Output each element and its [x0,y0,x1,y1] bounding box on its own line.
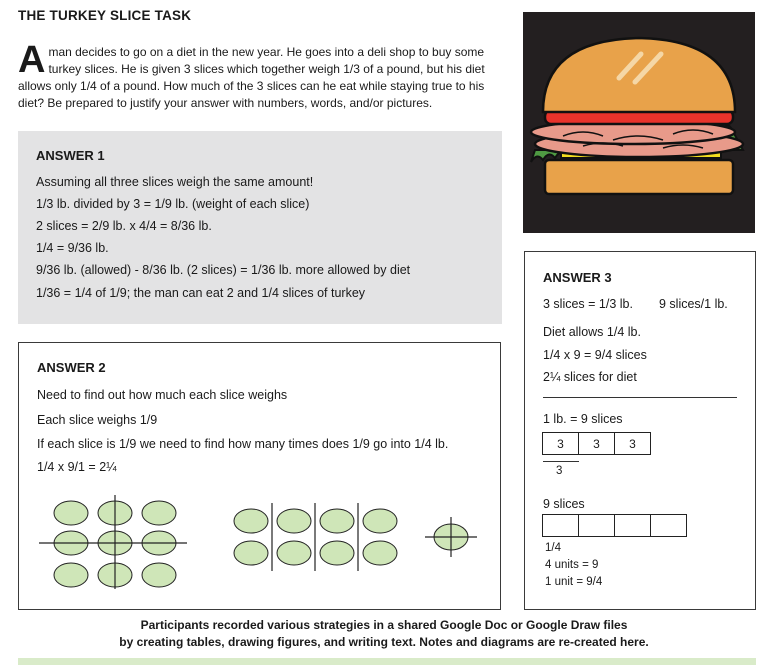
answer-3-label: 9 slices [543,497,585,511]
answer-2-panel [18,342,501,610]
answer-2-line: If each slice is 1/9 we need to find how many times does 1/9 go into 1/4 lb. [37,437,449,451]
answer-1-line: 1/4 = 9/36 lb. [36,241,109,255]
intro-paragraph [18,39,502,112]
answer-2-heading: ANSWER 2 [37,360,106,375]
answer-2-line: Need to find out how much each slice weighs [37,388,288,402]
slice-grid-3x3-diagram [37,493,209,591]
quarter-box [542,514,579,537]
answer-3-panel [524,251,756,610]
answer-3-line: 1/4 x 9 = 9/4 slices [543,348,647,362]
fraction-denominator: 3 [556,465,563,477]
answer-1-line: 1/3 lb. divided by 3 = 1/9 lb. (weight of each slice) [36,197,310,211]
answer-1-line: 9/36 lb. (allowed) - 8/36 lb. (2 slices) = 1/36 lb. more allowed by diet [36,263,411,277]
third-box: 3 [614,432,651,455]
drop-cap: A [18,39,46,81]
answer-1-panel [18,131,502,324]
quarter-label: 1/4 [545,542,561,554]
sandwich-icon [523,12,755,233]
answer-3-line: 9 slices/1 lb. [659,297,728,311]
footer-line: by creating tables, drawing figures, and writing text. Notes and diagrams are re-created here. [119,635,649,649]
answer-2-line: 1/4 x 9/1 = 2¼ [37,460,117,474]
answer-1-line: Assuming all three slices weigh the same amount! [36,175,314,189]
answer-3-line: Diet allows 1/4 lb. [543,325,641,339]
footer-line: Participants recorded various strategies in a shared Google Doc or Google Draw files [140,618,628,632]
quarter-box [650,514,687,537]
green-strip [18,658,756,665]
footer-caption [0,617,768,651]
sandwich-illustration [523,12,755,233]
slice-grid-2x4-diagram [225,503,403,571]
answer-3-line: 2¼ slices for diet [543,370,637,384]
intro-text: man decides to go on a diet in the new year. He goes into a deli shop to buy some turkey slices. He is given 3 slices which together weigh 1/3 of a pound, but his diet allows only 1/4 of a pound. How much of the 3 slices can he eat while staying true to his diet? Be prepared to justify your answer with numbers, words, and/or pictures. [18,45,485,110]
answer-2-line: Each slice weighs 1/9 [37,413,158,427]
quartered-slice-diagram [423,515,479,559]
answer-1-line: 1/36 = 1/4 of 1/9; the man can eat 2 and 1/4 slices of turkey [36,286,366,300]
answer-3-line: 3 slices = 1/3 lb. [543,297,633,311]
third-box: 3 [542,432,579,455]
page-title: THE TURKEY SLICE TASK [18,8,192,23]
units-line: 4 units = 9 [545,559,599,571]
answer-3-heading: ANSWER 3 [543,270,612,285]
quarter-box [578,514,615,537]
third-box: 3 [578,432,615,455]
answer-3-label: 1 lb. = 9 slices [543,412,623,426]
divider [543,397,737,398]
answer-1-heading: ANSWER 1 [36,148,105,163]
answer-1-line: 2 slices = 2/9 lb. x 4/4 = 8/36 lb. [36,219,212,233]
quarter-box [614,514,651,537]
fraction-bar [543,461,579,462]
unit-line: 1 unit = 9/4 [545,576,603,588]
